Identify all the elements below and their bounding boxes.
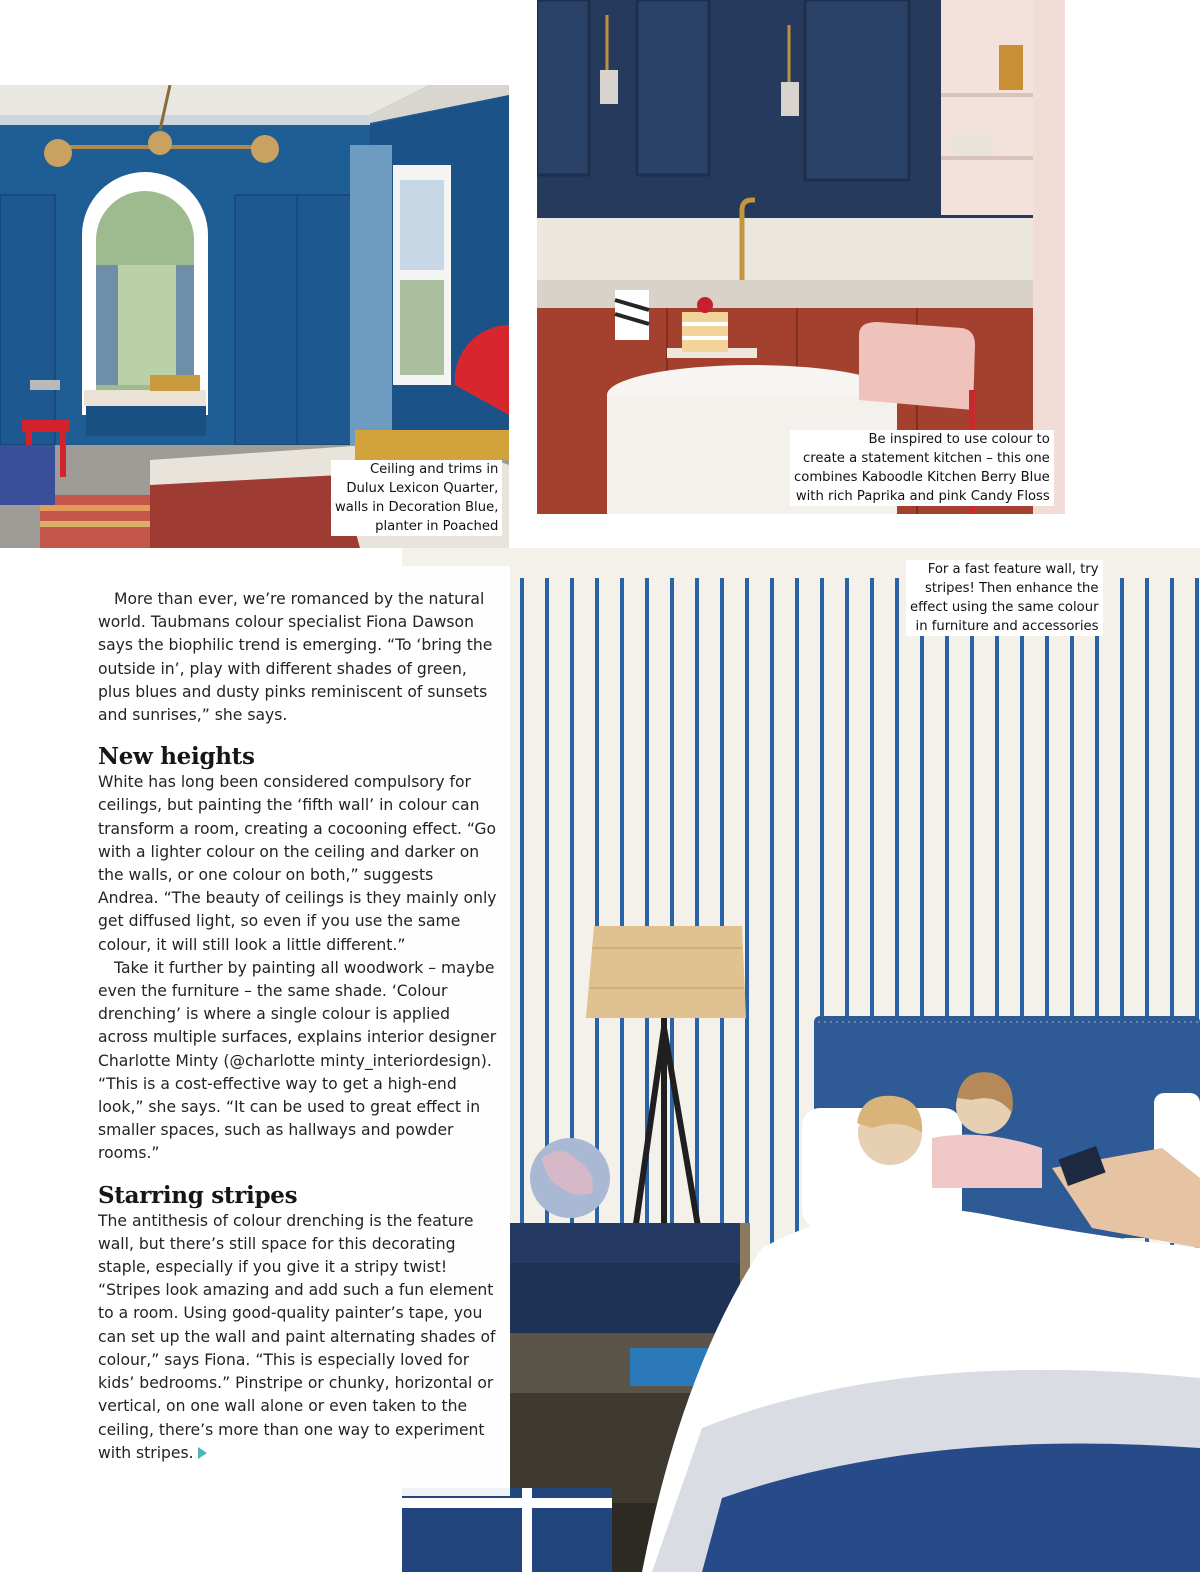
caption-line: stripes! Then enhance the [925, 581, 1099, 596]
caption-stripes [906, 560, 1103, 636]
article-paragraph-text: The antithesis of colour drenching is the feature wall, but there’s still space for this decorating staple, especially if you give it a stripy twist! “Stripes look amazing and add such a fun element to a room. Using good-quality painter’s tape, you can set up the wall and paint alternating shades of colour,” says Fiona. “This is especially loved for kids’ bedrooms.” Pinstripe or chunky, horizontal or vertical, on one wall alone or even taken to the ceiling, there’s more than one way to experiment with stripes. [98, 1211, 496, 1462]
caption-blue-bedroom [331, 460, 502, 536]
caption-line: in furniture and accessories [915, 619, 1099, 634]
caption-line: Dulux Lexicon Quarter, [346, 481, 499, 496]
article-paragraph: Take it further by painting all woodwork – maybe even the furniture – the same shade. ‘Colour drenching’ is where a single colour is applied across multiple surfaces, explains interior designer Charlotte Minty (@charlotte minty_interiordesign). “This is a cost-effective way to get a high-end look,” she says. “It can be used to great effect in smaller spaces, such as hallways and powder rooms.” [98, 958, 497, 1163]
caption-line: effect using the same colour [910, 600, 1099, 615]
article-paragraph: White has long been considered compulsory for ceilings, but painting the ‘fifth wall’ in colour can transform a room, creating a cocooning effect. “Go with a lighter colour on the ceiling and darker on the walls, or one colour on both,” suggests Andrea. “The beauty of ceilings is they mainly only get diffused light, so even if you use the same colour, it will still look a little different.” [98, 773, 497, 954]
caption-kitchen [790, 430, 1054, 506]
caption-line: with rich Paprika and pink Candy Floss [795, 489, 1050, 504]
caption-line: planter in Poached [375, 519, 499, 534]
article-body [98, 588, 498, 1465]
striped-bedroom-illustration [402, 548, 1200, 1572]
heading-new-heights: New heights [98, 743, 255, 771]
caption-line: create a statement kitchen – this one [803, 451, 1050, 466]
caption-line: Be inspired to use colour to [868, 432, 1050, 447]
caption-line: walls in Decoration Blue, [335, 500, 499, 515]
photo-striped-bedroom [402, 548, 1200, 1572]
article-intro: More than ever, we’re romanced by the natural world. Taubmans colour specialist Fiona Dawson says the biophilic trend is emerging. “To ‘bring the outside in’, play with different shades of green, plus blues and dusty pinks reminiscent of sunsets and sunrises,” she says. [98, 590, 493, 725]
article-paragraph-last [98, 1210, 498, 1465]
caption-line: Ceiling and trims in [369, 462, 499, 477]
caption-line: combines Kaboodle Kitchen Berry Blue [794, 470, 1050, 485]
end-of-article-icon [198, 1447, 207, 1459]
heading-starring-stripes: Starring stripes [98, 1181, 298, 1209]
caption-line: For a fast feature wall, try [927, 562, 1099, 577]
